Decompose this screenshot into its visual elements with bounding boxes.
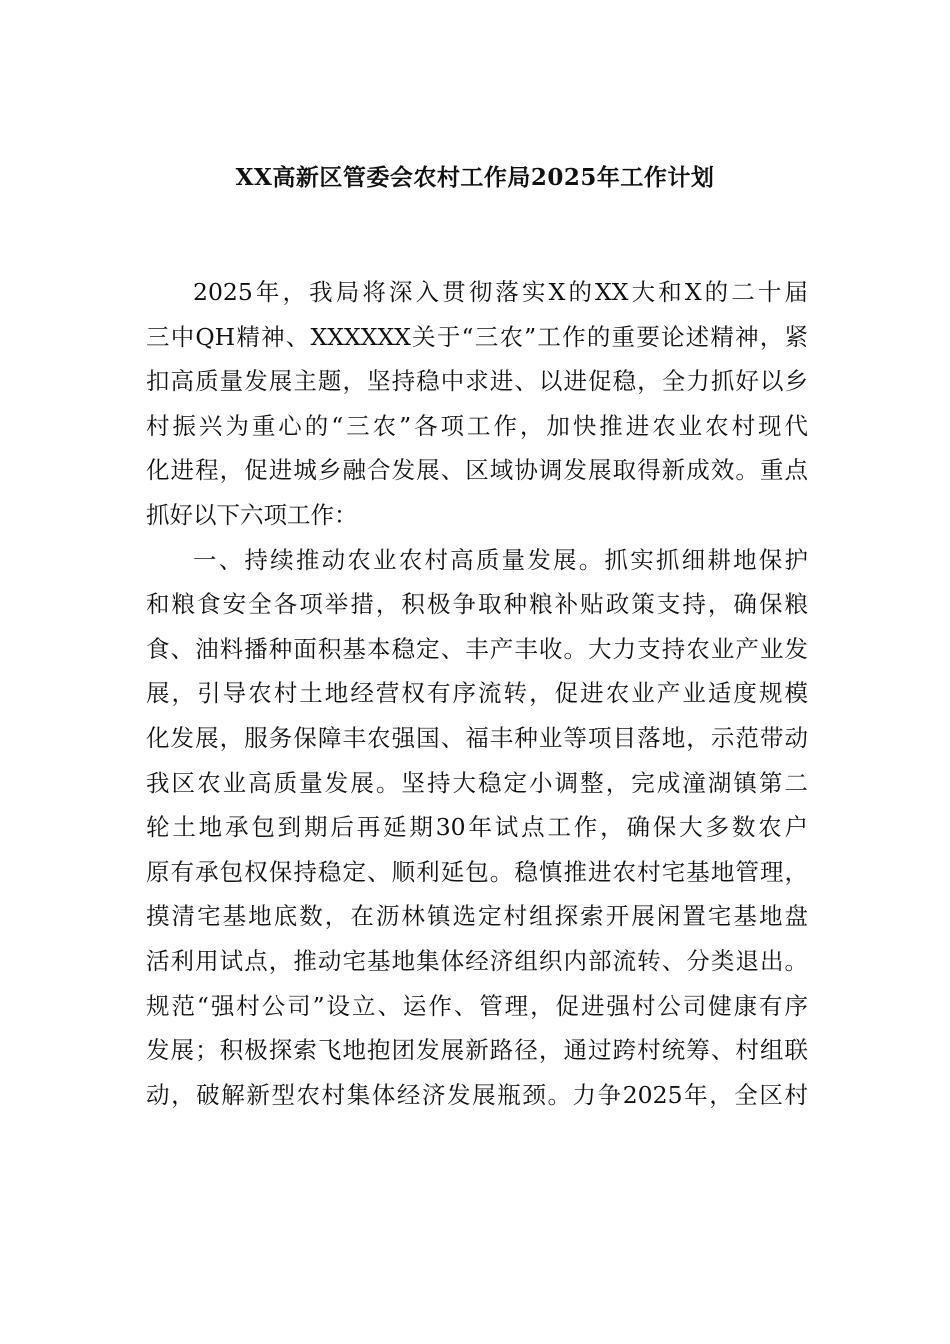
document-title: XX高新区管委会农村工作局2025年工作计划 — [235, 164, 715, 191]
text-line: 化进程，促进城乡融合发展、区域协调发展取得新成效。重点 — [146, 456, 808, 485]
text-line: 原有承包权保持稳定、顺利延包。稳慎推进农村宅基地管理， — [146, 857, 808, 886]
text-line: 一、持续推动农业农村高质量发展。抓实抓细耕地保护 — [193, 545, 808, 574]
text-line: 展，引导农村土地经营权有序流转，促进农业产业适度规模 — [146, 679, 808, 708]
text-line: 摸清宅基地底数，在沥林镇选定村组探索开展闲置宅基地盘 — [146, 902, 808, 931]
text-line: 我区农业高质量发展。坚持大稳定小调整，完成潼湖镇第二 — [146, 768, 808, 797]
text-line: 和粮食安全各项举措，积极争取种粮补贴政策支持，确保粮 — [146, 590, 808, 619]
text-line: 抓好以下六项工作： — [146, 500, 358, 529]
text-line: 动，破解新型农村集体经济发展瓶颈。力争2025年，全区村 — [146, 1080, 808, 1109]
text-line: 2025年，我局将深入贯彻落实X的XX大和X的二十届 — [193, 278, 808, 306]
text-line: 化发展，服务保障丰农强国、福丰种业等项目落地，示范带动 — [146, 723, 808, 752]
paragraph-intro — [146, 270, 808, 538]
document-body — [146, 270, 808, 1117]
text-line: 轮土地承包到期后再延期30年试点工作，确保大多数农户 — [146, 813, 808, 842]
paragraph-section-1 — [146, 538, 808, 1118]
text-line: 三中QH精神、XXXXXX关于“三农”工作的重要论述精神，紧 — [146, 322, 808, 351]
text-line: 活利用试点，推动宅基地集体经济组织内部流转、分类退出。 — [146, 946, 808, 975]
text-line: 发展；积极探索飞地抱团发展新路径，通过跨村统筹、村组联 — [146, 1036, 808, 1065]
text-line: 规范“强村公司”设立、运作、管理，促进强村公司健康有序 — [146, 991, 808, 1020]
text-line: 村振兴为重心的“三农”各项工作，加快推进农业农村现代 — [146, 411, 808, 440]
text-line: 扣高质量发展主题，坚持稳中求进、以进促稳，全力抓好以乡 — [146, 367, 808, 396]
text-line: 食、油料播种面积基本稳定、丰产丰收。大力支持农业产业发 — [146, 634, 808, 663]
